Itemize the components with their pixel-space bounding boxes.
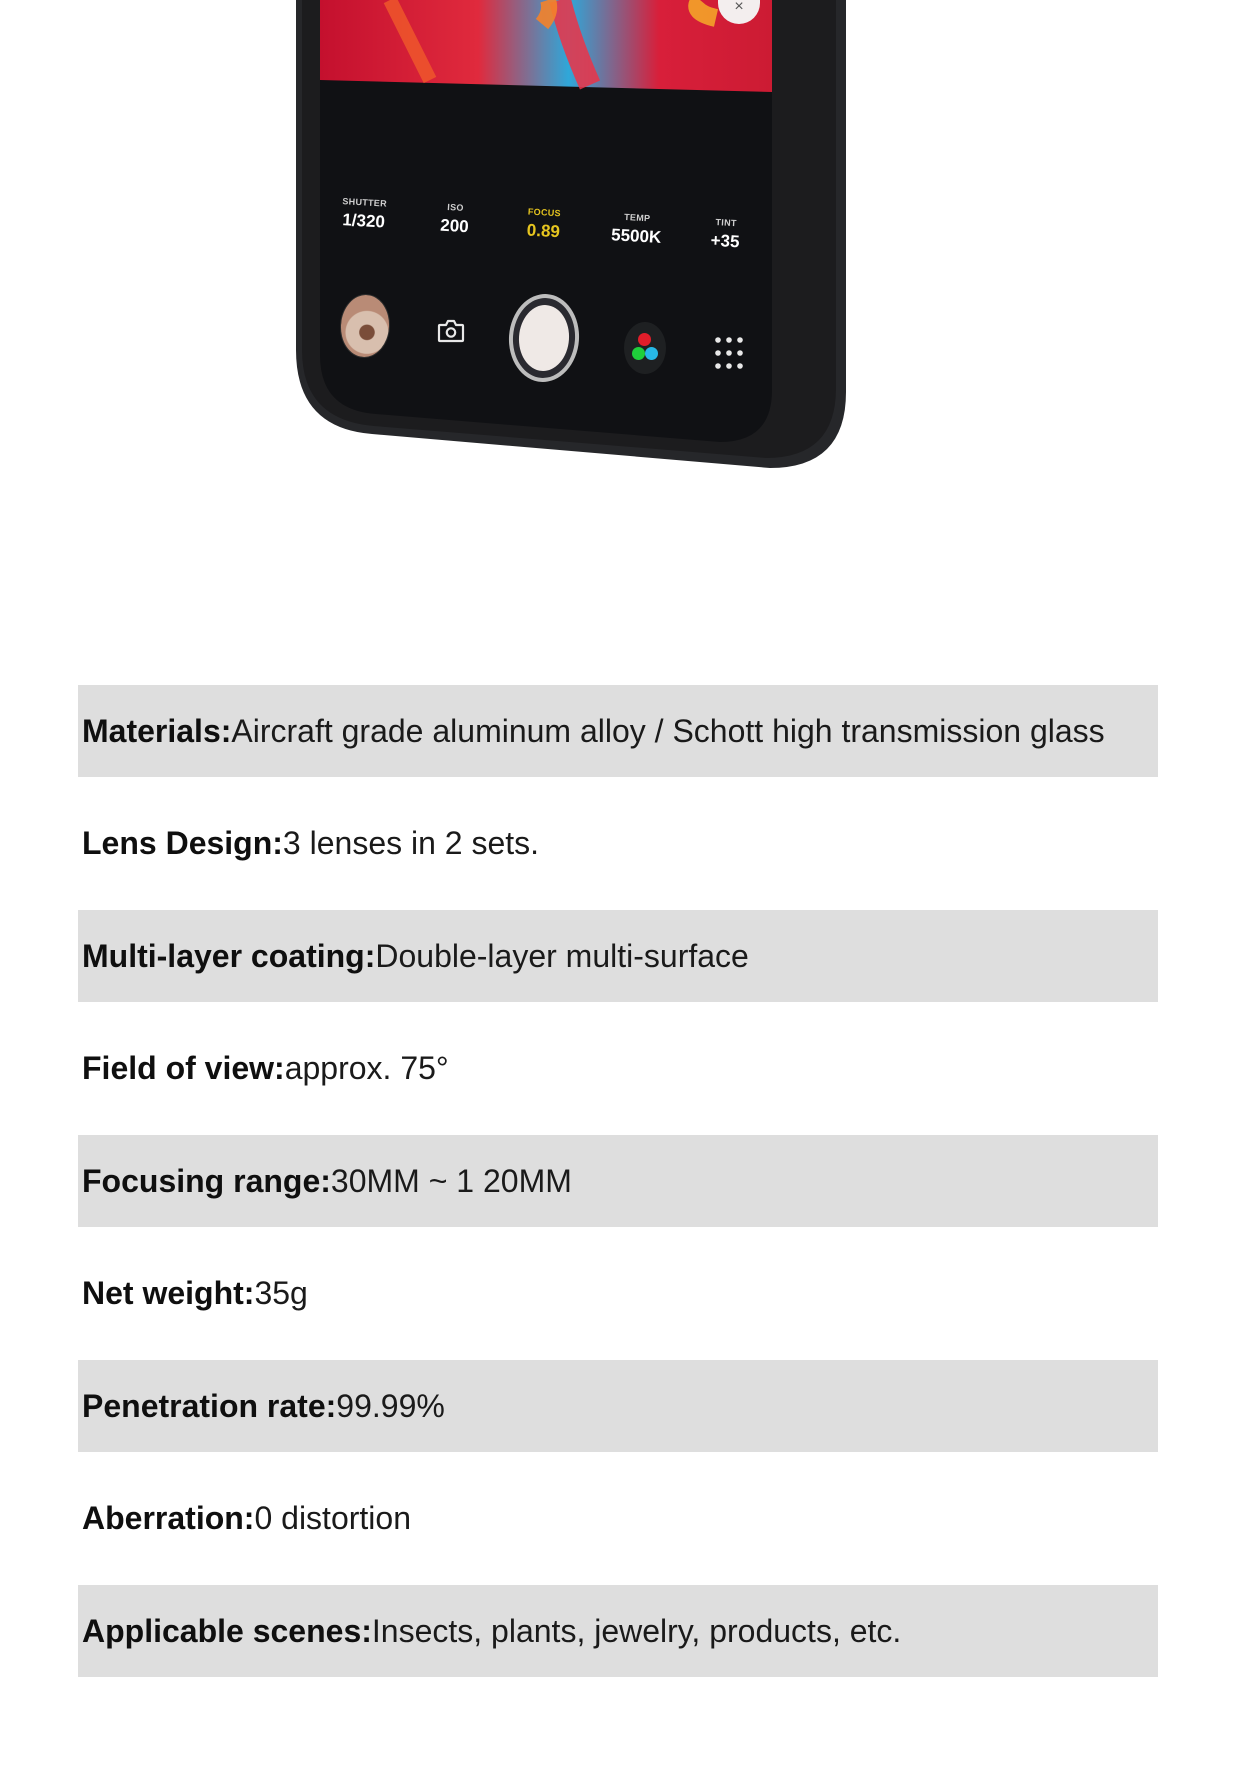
param-focus[interactable] bbox=[498, 205, 590, 244]
camera-icon[interactable] bbox=[436, 316, 466, 346]
spec-key: Field of view: bbox=[82, 1050, 285, 1086]
param-label: TINT bbox=[715, 217, 737, 229]
spec-key: Net weight: bbox=[82, 1275, 255, 1311]
spec-value: Insects, plants, jewelry, products, etc. bbox=[371, 1612, 902, 1649]
spec-row-penetration-rate bbox=[78, 1360, 1158, 1452]
param-value: 200 bbox=[439, 215, 470, 237]
param-label: ISO bbox=[447, 202, 465, 213]
grid-menu-icon[interactable] bbox=[714, 336, 744, 374]
spec-value: approx. 75° bbox=[284, 1050, 449, 1086]
spec-value: 99.99% bbox=[336, 1387, 445, 1424]
spec-value: 35g bbox=[254, 1275, 308, 1311]
spec-row-coating bbox=[78, 910, 1158, 1002]
param-value: 1/320 bbox=[341, 210, 386, 232]
spec-table bbox=[78, 685, 1158, 1677]
spec-key: Materials: bbox=[82, 712, 232, 749]
param-tint[interactable] bbox=[680, 215, 772, 254]
spec-value: 0 distortion bbox=[254, 1500, 411, 1536]
color-filter-icon[interactable] bbox=[624, 322, 666, 374]
param-value: 5500K bbox=[610, 225, 662, 247]
spec-key: Focusing range: bbox=[82, 1162, 331, 1199]
spec-value: Double-layer multi-surface bbox=[375, 937, 749, 974]
phone-mockup bbox=[0, 0, 1240, 480]
spec-key: Applicable scenes: bbox=[82, 1612, 372, 1649]
param-shutter[interactable] bbox=[318, 195, 410, 234]
spec-row-materials bbox=[78, 685, 1158, 777]
param-temp[interactable] bbox=[591, 210, 683, 249]
param-label: FOCUS bbox=[527, 206, 562, 219]
param-iso[interactable] bbox=[409, 200, 501, 239]
spec-row-applicable-scenes bbox=[78, 1585, 1158, 1677]
spec-row-net-weight bbox=[78, 1227, 1158, 1360]
spec-value: 30MM ~ 1 20MM bbox=[330, 1162, 572, 1199]
spec-row-focusing-range bbox=[78, 1135, 1158, 1227]
spec-key: Multi-layer coating: bbox=[82, 937, 376, 974]
param-value: +35 bbox=[710, 230, 741, 252]
param-value: 0.89 bbox=[526, 220, 561, 242]
spec-row-aberration bbox=[78, 1452, 1158, 1585]
spec-key: Aberration: bbox=[82, 1500, 255, 1536]
spec-row-lens-design bbox=[78, 777, 1158, 910]
close-button[interactable]: × bbox=[718, 0, 760, 24]
spec-key: Penetration rate: bbox=[82, 1387, 337, 1424]
spec-key: Lens Design: bbox=[82, 825, 283, 861]
spec-value: Aircraft grade aluminum alloy / Schott high transmission glass bbox=[231, 712, 1105, 749]
param-label: SHUTTER bbox=[342, 196, 388, 209]
spec-row-field-of-view bbox=[78, 1002, 1158, 1135]
param-label: TEMP bbox=[623, 211, 651, 224]
spec-value: 3 lenses in 2 sets. bbox=[282, 825, 540, 861]
